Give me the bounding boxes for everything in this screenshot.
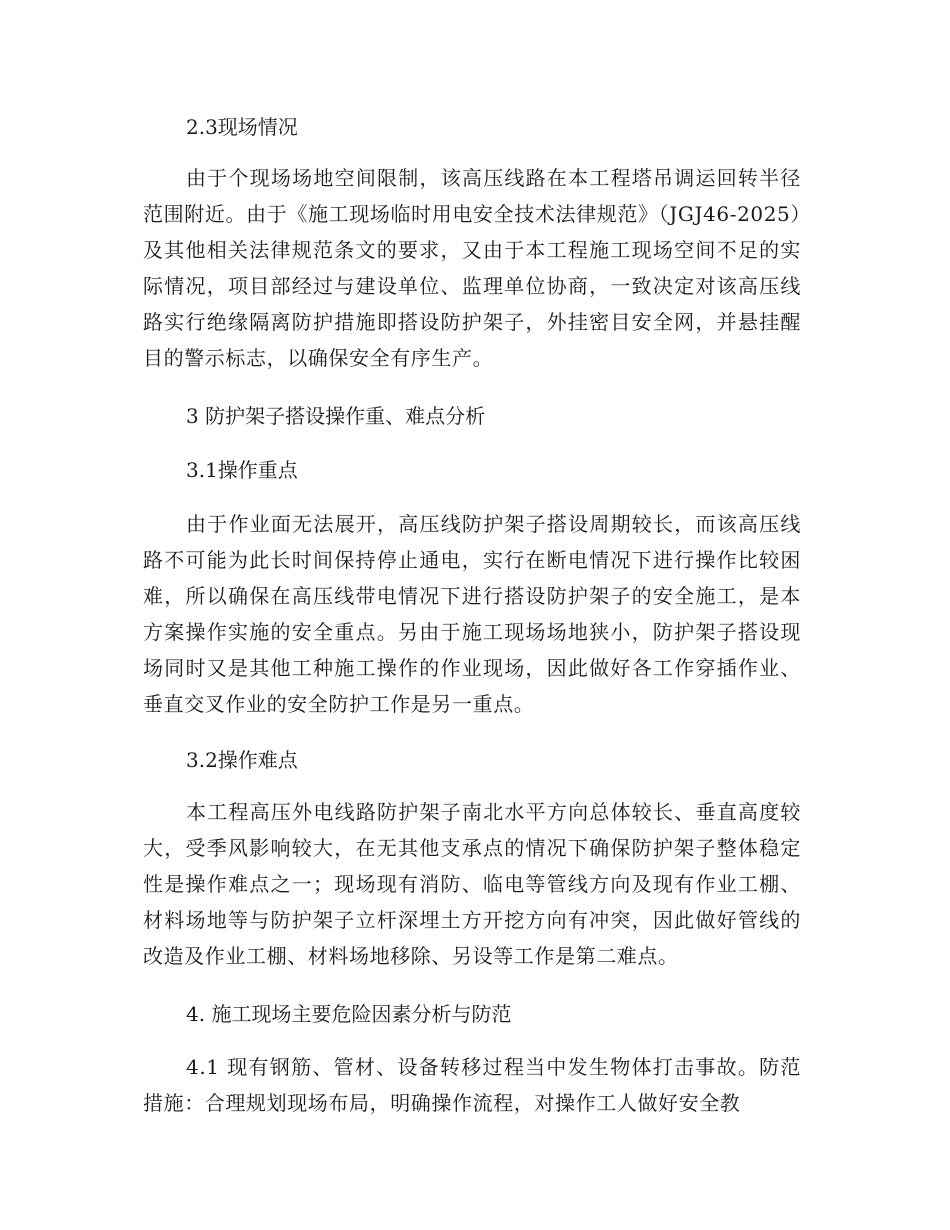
paragraph-4-1-hazards: 4.1 现有钢筋、管材、设备转移过程当中发生物体打击事故。防范措施：合理规划现场布局，明确操作流程，对操作工人做好安全教 xyxy=(143,1055,801,1115)
section-heading-2-3: 2.3现场情况 xyxy=(186,115,298,139)
section-heading-3: 3 防护架子搭设操作重、难点分析 xyxy=(186,404,486,428)
paragraph-3-1-key-points: 由于作业面无法展开，高压线防护架子搭设周期较长，而该高压线路不可能为此长时间保持停止通电，实行在断电情况下进行操作比较困难，所以确保在高压线带电情况下进行搭设防护架子的安全施工，是本方案操作实施的安全重点。另由于施工现场场地狭小，防护架子搭设现场同时又是其他工种施工操作的作业现场，因此做好各工作穿插作业、垂直交叉作业的安全防护工作是另一重点。 xyxy=(143,512,801,716)
paragraph-3-2-difficulties: 本工程高压外电线路防护架子南北水平方向总体较长、垂直高度较大，受季风影响较大，在无其他支承点的情况下确保防护架子整体稳定性是操作难点之一；现场现有消防、临电等管线方向及现有作业工棚、材料场地等与防护架子立杆深埋土方开挖方向有冲突，因此做好管线的改造及作业工棚、材料场地移除、另设等工作是第二难点。 xyxy=(143,800,801,968)
section-heading-3-2: 3.2操作难点 xyxy=(186,748,298,772)
section-heading-3-1: 3.1操作重点 xyxy=(186,458,298,482)
paragraph-2-3-site-conditions: 由于个现场场地空间限制，该高压线路在本工程塔吊调运回转半径范围附近。由于《施工现场临时用电安全技术法律规范》（JGJ46-2025）及其他相关法律规范条文的要求，又由于本工程施工现场空间不足的实际情况，项目部经过与建设单位、监理单位协商，一致决定对该高压线路实行绝缘隔离防护措施即搭设防护架子，外挂密目安全网，并悬挂醒目的警示标志，以确保安全有序生产。 xyxy=(143,166,801,370)
section-heading-4: 4. 施工现场主要危险因素分析与防范 xyxy=(186,1002,512,1026)
